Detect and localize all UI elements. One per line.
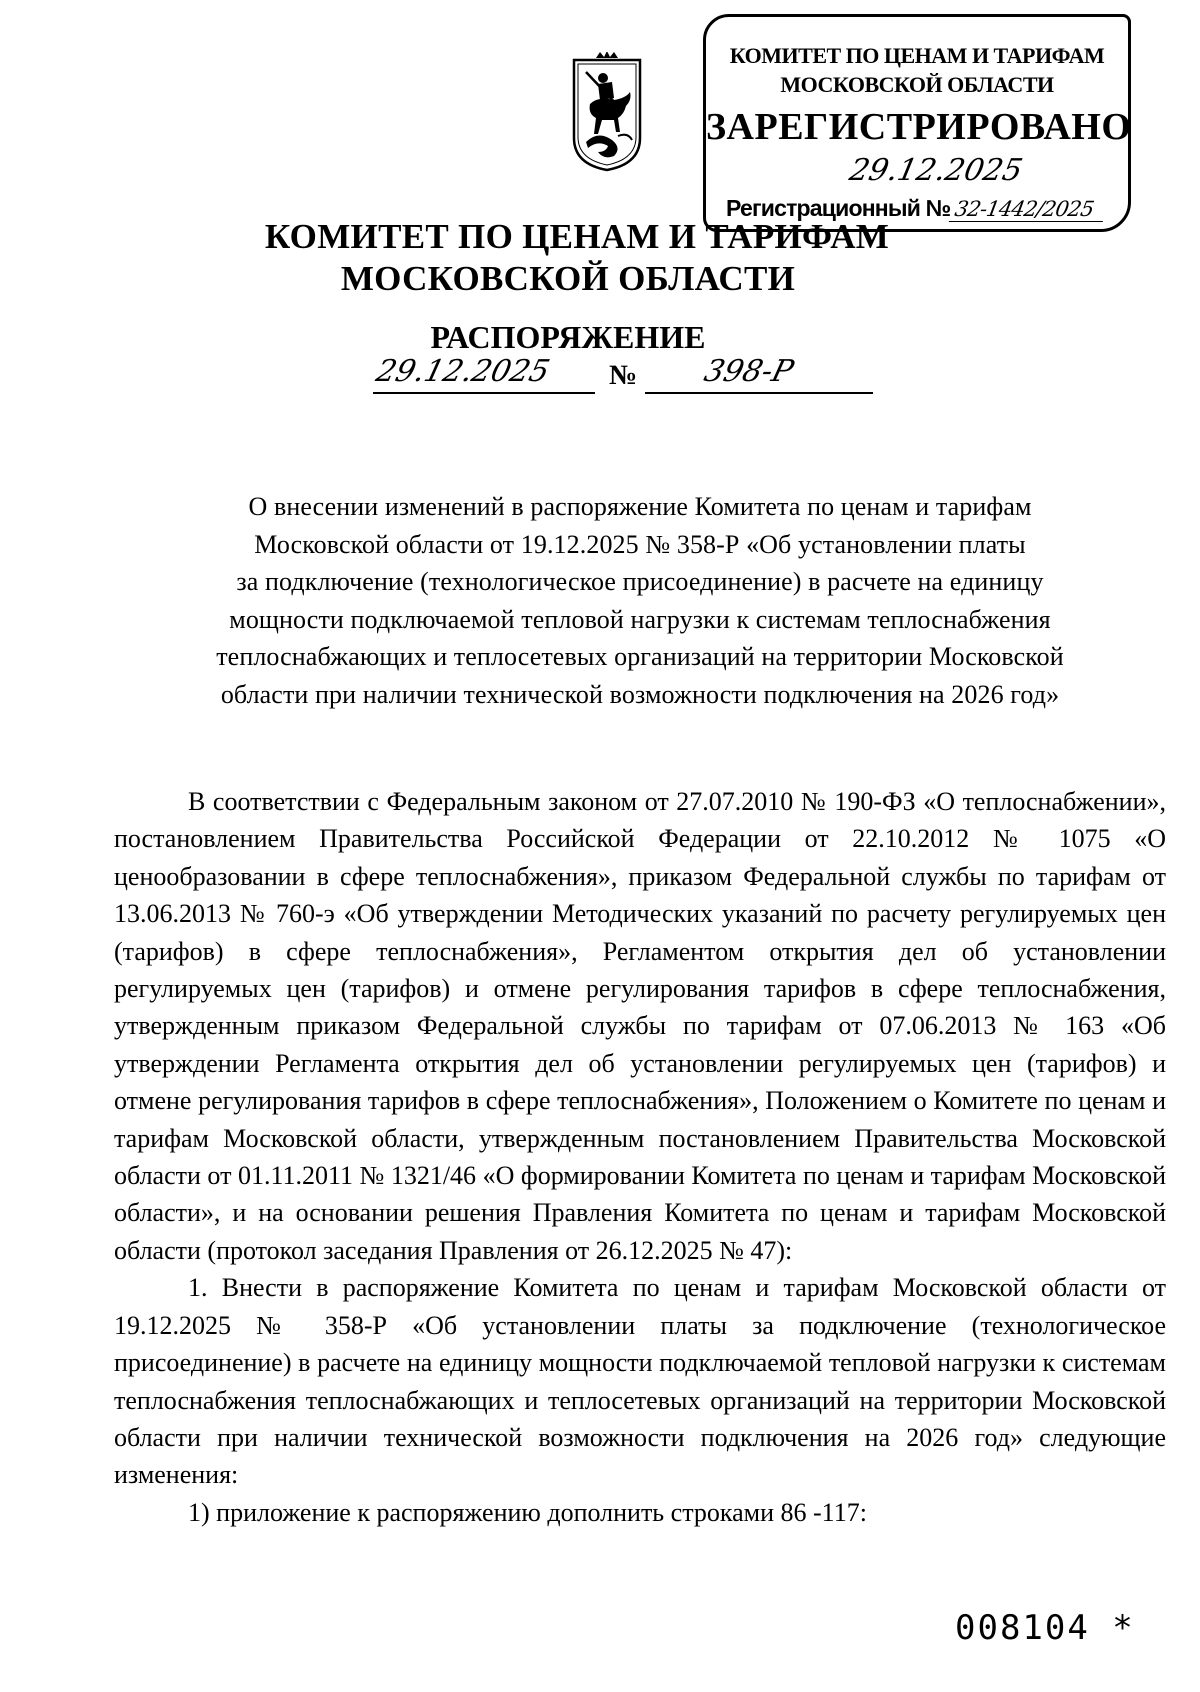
number-sign: №	[609, 360, 638, 391]
document-date-field	[373, 352, 595, 394]
org-title-line2: МОСКОВСКОЙ ОБЛАСТИ	[340, 259, 796, 298]
stamp-date: 29.12.2025	[846, 153, 1026, 188]
subject-line: мощности подключаемой тепловой нагрузки к системам теплоснабжения	[229, 604, 1051, 634]
body-paragraph-subitem-1: 1) приложение к распоряжению дополнить строками 86 -117:	[188, 1497, 867, 1527]
subject-line: области при наличии технической возможности подключения на 2026 год»	[220, 679, 1060, 709]
document-number-field	[645, 352, 873, 394]
registration-stamp	[703, 14, 1131, 232]
moscow-region-coat-of-arms-icon	[568, 52, 646, 174]
stamp-org-line2: МОСКОВСКОЙ ОБЛАСТИ	[780, 72, 1054, 97]
body-paragraph-preamble: В соответствии с Федеральным законом от 27.07.2010 № 190-ФЗ «О теплоснабжении», постановлением Правительства Российской Федерации от 22.10.2012 № 1075 «О ценообразовании в сфере теплоснабжения», приказом Федеральной службы по тарифам от 13.06.2013 № 760-э «Об утверждении Методических указаний по расчету регулируемых цен (тарифов) в сфере теплоснабжения», Регламентом открытия дел об установлении регулируемых цен (тарифов) и отмене регулирования тарифов в сфере теплоснабжения, утвержденным приказом Федеральной службы по тарифам от 07.06.2013 № 163 «Об утверждении Регламента открытия дел об установлении регулируемых цен (тарифов) и отмене регулирования тарифов в сфере теплоснабжения», Положением о Комитете по ценам и тарифам Московской области, утвержденным постановлением Правительства Московской области от 01.11.2011 № 1321/46 «О формировании Комитета по ценам и тарифам Московской области», и на основании решения Правления Комитета по ценам и тарифам Московской области (протокол заседания Правления от 26.12.2025 № 47):	[114, 787, 1166, 1265]
document-subject	[160, 488, 1120, 713]
document-body	[114, 783, 1166, 1531]
subject-line: Московской области от 19.12.2025 № 358-Р «Об установлении платы	[254, 529, 1026, 559]
document-number: 398-Р	[700, 354, 797, 389]
stamp-org-line1: КОМИТЕТ ПО ЦЕНАМ И ТАРИФАМ	[729, 43, 1105, 68]
subject-line: теплоснабжающих и теплосетевых организаций на территории Московской	[216, 642, 1064, 671]
subject-line: за подключение (технологическое присоединение) в расчете на единицу	[236, 567, 1044, 596]
stamp-registration-number: 32-1442/2025	[948, 197, 1106, 222]
document-date: 29.12.2025	[372, 354, 554, 389]
document-type: РАСПОРЯЖЕНИЕ	[430, 319, 706, 355]
body-paragraph-item-1: 1. Внести в распоряжение Комитета по ценам и тарифам Московской области от 19.12.2025 № 358-Р «Об установлении платы за подключение (технологическое присоединение) в расчете на единицу мощности подключаемой тепловой нагрузки к системам теплоснабжения теплоснабжающих и теплосетевых организаций на территории Московской области при наличии технической возможности подключения на 2026 год» следующие изменения:	[114, 1273, 1166, 1490]
subject-line: О внесении изменений в распоряжение Комитета по ценам и тарифам	[248, 492, 1032, 521]
org-title-line1: КОМИТЕТ ПО ЦЕНАМ И ТАРИФАМ	[264, 217, 890, 256]
stamp-registration-label: Регистрационный №	[726, 195, 951, 221]
document-serial-code: 008104 *	[955, 1608, 1135, 1648]
stamp-status: ЗАРЕГИСТРИРОВАНО	[706, 106, 1132, 148]
